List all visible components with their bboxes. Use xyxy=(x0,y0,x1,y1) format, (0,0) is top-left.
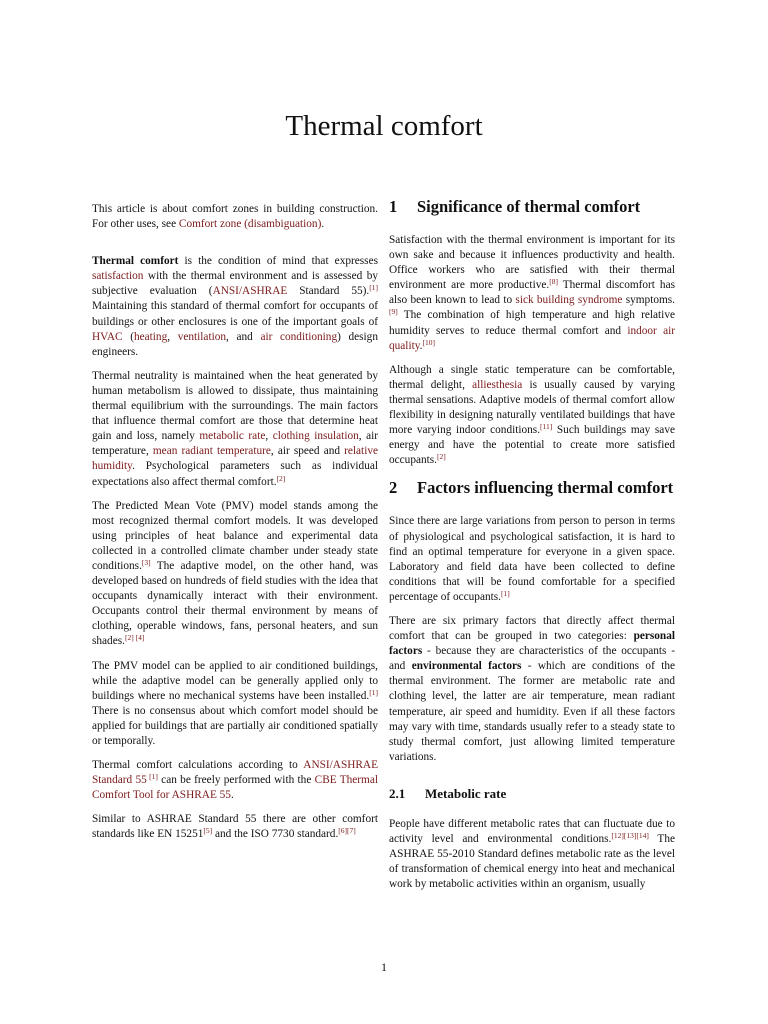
citation[interactable]: [2] xyxy=(276,473,286,483)
text: , air temperature, xyxy=(92,430,378,458)
intro-bold-term: Thermal comfort xyxy=(92,255,179,268)
text: with the thermal environment and is assessed by subjective evaluation ( xyxy=(92,270,378,298)
section-title: Factors influencing thermal comfort xyxy=(417,478,674,498)
text: - because they are characteristics of the occupants - and xyxy=(389,645,675,673)
citation[interactable]: [1] xyxy=(146,772,158,782)
paragraph-other-standards xyxy=(92,812,378,842)
link-alliesthesia[interactable]: alliesthesia xyxy=(472,378,523,391)
text: There is no consensus about which comfort model should be applied for buildings that are partially air conditioned spatially or temporally. xyxy=(92,704,378,747)
section-title: Significance of thermal comfort xyxy=(417,197,641,216)
hatnote-text: This article is about comfort zones in building construction. For other uses, see xyxy=(92,203,378,231)
link-heating[interactable]: heating xyxy=(133,330,168,343)
text: , air speed and xyxy=(270,445,345,458)
paragraph-pmv-model xyxy=(92,499,378,650)
paragraph-factors-2 xyxy=(389,614,675,765)
right-column xyxy=(389,196,675,901)
text: . Psychological parameters such as individual expectations also affect thermal comfort. xyxy=(92,460,378,488)
text: can be freely performed with the xyxy=(157,774,315,787)
subsection-title: Metabolic rate xyxy=(425,785,507,801)
page-number: 1 xyxy=(381,960,387,974)
citation[interactable]: [1] xyxy=(369,687,378,697)
citation[interactable]: [9] xyxy=(389,307,398,317)
citation[interactable]: [8] xyxy=(549,277,558,287)
text: The adaptive model, on the other hand, was developed based on hundreds of field studies with the idea that occupants dynamically interact with their environment. Occupants control their thermal environment by means of clothing, operable windows, fans, personal heaters, and sun shades. xyxy=(92,559,378,648)
text: Thermal discomfort has also been known to lead to xyxy=(389,279,675,307)
text: is the condition of mind that expresses xyxy=(178,255,378,268)
intro-paragraph xyxy=(92,254,378,360)
text: and the ISO 7730 standard. xyxy=(212,828,339,841)
text: Similar to ASHRAE Standard 55 there are other comfort standards like EN 15251 xyxy=(92,813,378,841)
bold-personal-factors: personal factors xyxy=(389,630,675,658)
citation[interactable]: [5] xyxy=(203,826,213,836)
text: , xyxy=(265,430,273,443)
bold-environmental-factors: environmental factors xyxy=(411,660,522,673)
paragraph-calculations xyxy=(92,758,378,803)
text: People have different metabolic rates that can fluctuate due to activity level and environmental conditions. xyxy=(389,817,675,845)
citation[interactable]: [6][7] xyxy=(338,826,356,836)
link-ventilation[interactable]: ventilation xyxy=(177,330,227,343)
text: , xyxy=(167,330,178,343)
hatnote-end: . xyxy=(321,218,325,231)
text: Standard 55). xyxy=(287,285,370,298)
link-satisfaction[interactable]: satisfaction xyxy=(92,270,144,283)
text: Since there are large variations from person to person in terms of physiological and psychological satisfaction, it is hard to find an optimal temperature for everyone in a given space. Laboratory and field data have been collected to define conditions that will be found comfortable for a specified percentage of occupants. xyxy=(389,515,675,603)
link-air-conditioning[interactable]: air conditioning xyxy=(260,330,338,343)
text: Maintaining this standard of thermal comfort for occupants of buildings or other enclosures is one of the important goals of xyxy=(92,300,378,328)
paragraph-factors-1 xyxy=(389,514,675,605)
citation[interactable]: [4] xyxy=(133,633,145,643)
text: , and xyxy=(226,330,261,343)
text: . xyxy=(230,789,234,802)
citation[interactable]: [1] xyxy=(369,283,378,293)
text: ) design engineers. xyxy=(92,330,378,358)
citation[interactable]: [11] xyxy=(540,422,553,432)
link-indoor-air-quality[interactable]: indoor air quality xyxy=(389,324,675,352)
section-number: 1 xyxy=(389,197,398,216)
text: symptoms. xyxy=(622,294,675,307)
text: The Predicted Mean Vote (PMV) model stands among the most recognized thermal comfort models. It was developed using principles of heat balance and experimental data collected in a controlled climate chamber under steady state conditions. xyxy=(92,499,378,572)
link-sick-building-syndrome[interactable]: sick building syndrome xyxy=(515,294,623,307)
text: . xyxy=(419,339,423,352)
text: Thermal comfort calculations according to xyxy=(92,759,304,772)
link-hvac[interactable]: HVAC xyxy=(92,330,123,343)
section-heading-significance xyxy=(389,196,675,218)
subsection-number: 2.1 xyxy=(389,785,406,801)
citation[interactable]: [12][13][14] xyxy=(611,831,649,840)
link-ansi-ashrae-standard-55[interactable]: ANSI/ASHRAE Standard 55 xyxy=(92,759,378,787)
link-comfort-zone-disambiguation[interactable]: Comfort zone (disambiguation) xyxy=(178,218,322,231)
link-clothing-insulation[interactable]: clothing insulation xyxy=(272,430,359,443)
citation[interactable]: [2] xyxy=(124,633,134,643)
text: Although a single static temperature can be comfortable, thermal delight, xyxy=(389,363,675,391)
citation[interactable]: [10] xyxy=(422,337,435,347)
paragraph-metabolic-rate xyxy=(389,817,675,892)
subsection-heading-metabolic-rate xyxy=(389,785,675,803)
section-heading-factors xyxy=(389,477,675,499)
link-ansi-ashrae[interactable]: ANSI/ASHRAE xyxy=(212,285,288,298)
text: Thermal neutrality is maintained when the heat generated by human metabolism is allowed to dissipate, thus maintaining thermal equilibrium with the surroundings. The main factors that influence thermal comfort are those that determine heat gain and loss, namely xyxy=(92,369,378,443)
section-number: 2 xyxy=(389,478,398,498)
text: Such buildings may save energy and have the potential to create more satisfied occupants. xyxy=(389,424,675,467)
hatnote xyxy=(92,202,378,232)
paragraph-significance-1 xyxy=(389,233,675,354)
citation[interactable]: [3] xyxy=(141,557,151,567)
text: Satisfaction with the thermal environment is important for its own sake and because it influences productivity and health. Office workers who are satisfied with their thermal environment are more productive. xyxy=(389,234,675,292)
link-relative-humidity[interactable]: relative humidity xyxy=(92,445,378,473)
left-column xyxy=(92,202,378,852)
paragraph-thermal-neutrality xyxy=(92,369,378,490)
text: The combination of high temperature and high relative humidity serves to reduce thermal comfort and xyxy=(389,309,675,337)
paragraph-significance-2 xyxy=(389,363,675,469)
text: The PMV model can be applied to air conditioned buildings, while the adaptive model can be generally applied only to buildings where no mechanical systems have been installed. xyxy=(92,659,378,702)
link-cbe-thermal-comfort-tool[interactable]: CBE Thermal Comfort Tool for ASHRAE 55 xyxy=(92,774,378,802)
text: is usually caused by varying thermal sensations. Adaptive models of thermal comfort allow flexibility in designing naturally ventilated buildings that have more varying indoor conditions. xyxy=(389,378,675,437)
link-metabolic-rate[interactable]: metabolic rate xyxy=(199,430,266,443)
text: There are six primary factors that directly affect thermal comfort that can be grouped in two categories: xyxy=(389,614,675,643)
text: ( xyxy=(122,330,134,343)
page-title: Thermal comfort xyxy=(285,110,483,142)
text: - which are conditions of the thermal environment. The former are metabolic rate and clothing level, the latter are air temperature, mean radiant temperature, air speed and humidity. Even if all these factors may vary with time, standards usually refer to a steady state to study thermal comfort, just allowing limited temperature variations. xyxy=(389,660,676,763)
paragraph-pmv-application xyxy=(92,659,378,750)
link-mean-radiant-temperature[interactable]: mean radiant temperature xyxy=(152,445,271,458)
citation[interactable]: [1] xyxy=(500,588,510,598)
text: The ASHRAE 55-2010 Standard defines metabolic rate as the level of transformation of chemical energy into heat and mechanical work by metabolic activities within an organism, usually xyxy=(389,833,675,891)
citation[interactable]: [2] xyxy=(437,452,446,462)
